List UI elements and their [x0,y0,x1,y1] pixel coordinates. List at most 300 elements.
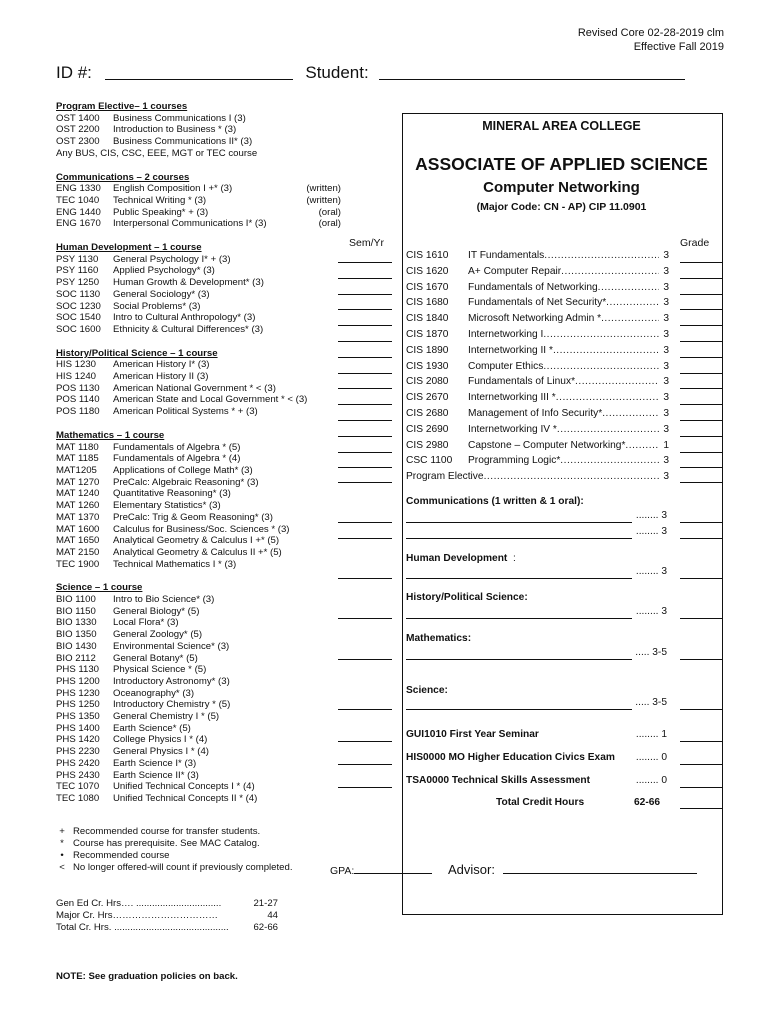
leader-dots [625,440,659,451]
course-row [56,500,341,512]
sem-yr-blank[interactable] [338,373,392,374]
gen-ed-credits: ........ 3 [635,526,667,537]
program-course-row [406,250,669,261]
elective-section [56,582,341,804]
course-code: POS 1180 [56,406,100,418]
course-row [56,218,341,230]
sem-yr-blank[interactable] [338,482,392,483]
grade-blank[interactable] [680,467,723,468]
course-name: Social Problems* (3) [113,300,201,312]
sem-yr-blank[interactable] [338,618,392,619]
program-course-row [406,376,669,387]
leader-dots [543,329,659,340]
grade-blank[interactable] [680,262,723,263]
course-row [56,136,341,148]
course-code: SOC 1230 [56,300,101,312]
program-header [402,119,721,213]
course-name: General Psychology I* + (3) [113,253,231,265]
course-row [56,641,341,653]
legend-symbol: < [59,862,65,873]
course-name: Oceanography* (3) [113,687,195,699]
program-course-row [406,361,669,372]
course-code: CSC 1100 [406,455,453,467]
course-name: English Composition I +* (3) [113,183,233,195]
elective-section [56,172,341,231]
course-code: BIO 2112 [56,652,96,664]
gpa-field[interactable] [354,873,432,874]
course-title: Internetworking II * [468,344,553,356]
human-development-colon: : [513,553,516,564]
grade-blank[interactable] [680,325,723,326]
program-course-row [406,329,669,340]
course-name: American History I* (3) [113,359,210,371]
course-name: General Chemistry I * (5) [113,711,220,723]
course-row [56,453,341,465]
sem-yr-blank[interactable] [338,294,392,295]
sem-yr-blank[interactable] [338,467,392,468]
leader-dots [556,392,659,403]
sem-yr-blank[interactable] [338,388,392,389]
leader-dots [560,455,659,466]
course-row [56,312,341,324]
course-row [56,442,341,454]
gen-ed-course-field[interactable] [406,709,632,710]
course-name: Ethnicity & Cultural Differences* (3) [113,323,264,335]
course-row [56,488,341,500]
course-name: Intro to Bio Science* (3) [113,594,215,606]
elective-section [56,242,341,336]
course-name: Interpersonal Communications I* (3) [113,218,267,230]
course-code: CIS 2680 [406,408,449,419]
course-code: MAT 1270 [56,476,100,488]
course-note: (written) [306,183,341,195]
course-code: CIS 1680 [406,297,449,309]
course-name: Intro to Cultural Anthropology* (3) [113,312,256,324]
course-code: PHS 1230 [56,687,100,699]
sem-yr-label: Sem/Yr [349,237,385,249]
revision-date: Revised Core 02-28-2019 clm [577,27,724,39]
section-title: History/Political Science – 1 course [56,347,218,359]
section-extra: Any BUS, CIS, CSC, EEE, MGT or TEC course [56,147,258,159]
course-code: CIS 1930 [406,360,449,372]
program-course-row [406,424,669,435]
grade-blank[interactable] [680,618,723,619]
course-name: Unified Technical Concepts I * (4) [113,781,255,793]
leader-dots [606,297,659,308]
course-row [56,594,341,606]
grade-blank[interactable] [680,373,723,374]
gpa-line [330,865,432,877]
course-code: CIS 1840 [406,313,449,325]
communications-title: Communications (1 written & 1 oral): [406,496,584,507]
course-code: TEC 1040 [56,194,100,206]
course-name: Earth Science* (5) [113,722,191,734]
section-title: Program Elective– 1 courses [56,101,188,112]
course-code: SOC 1540 [56,312,101,324]
course-code: CIS 2690 [406,423,449,435]
advisor-label: Advisor: [448,862,495,877]
sem-yr-blank[interactable] [338,659,392,660]
total-value: 62-66 [253,922,278,933]
course-code: TEC 1070 [56,781,100,793]
course-code: PHS 1130 [56,664,100,676]
course-title: Fundamentals of Linux* [468,376,576,388]
course-name: Calculus for Business/Soc. Sciences * (3) [113,523,290,535]
sem-yr-blank[interactable] [338,357,392,358]
grade-blank[interactable] [680,764,723,765]
gen-ed-course-field[interactable] [406,522,632,523]
degree-title: ASSOCIATE OF APPLIED SCIENCE [415,154,708,174]
grade-blank[interactable] [680,538,723,539]
legend-item [56,850,293,862]
gen-ed-credits: ........ 3 [635,606,667,617]
advisor-field[interactable] [503,873,697,874]
course-row [56,606,341,618]
course-row [56,371,341,383]
leader-dots [598,282,659,293]
grade-blank[interactable] [680,404,723,405]
program-course-row [406,392,669,403]
section-title: Human Development – 1 course [56,242,202,254]
course-name: Earth Science I* (3) [113,757,197,769]
course-name: Introductory Chemistry * (5) [113,699,231,711]
course-name: Human Growth & Development* (3) [113,277,264,289]
gen-ed-course-field[interactable] [406,578,632,579]
grade-blank[interactable] [680,578,723,579]
leader-dots [557,424,659,435]
course-code: BIO 1350 [56,629,97,641]
legend-text: Course has prerequisite. See MAC Catalog. [73,838,260,849]
course-row [56,524,341,536]
program-course-row [406,266,669,277]
course-code: OST 2200 [56,124,100,136]
course-title: Capstone – Computer Networking* [468,439,626,451]
grade-blank[interactable] [680,309,723,310]
course-credits: 3 [663,344,669,356]
course-row [56,781,341,793]
legend-item [56,826,293,838]
human-development-title: Human Development [406,553,508,564]
grade-blank[interactable] [680,294,723,295]
course-code: PHS 1200 [56,675,100,687]
course-code: POS 1130 [56,382,100,394]
gen-ed-course-field[interactable] [406,538,632,539]
course-code: MAT 1370 [56,511,100,523]
student-field[interactable] [379,63,685,80]
revision-header [578,26,724,54]
total-row [56,922,278,934]
course-row [56,406,341,418]
legend [56,826,293,874]
requirement-credits: ........ 0 [635,752,667,763]
legend-item [56,838,293,850]
course-name: Unified Technical Concepts II * (4) [113,792,258,804]
elective-section [56,430,341,570]
course-row [56,254,341,266]
program-course-row [406,282,669,293]
grade-blank[interactable] [680,741,723,742]
total-row [56,910,278,922]
course-code: TEC 1900 [56,558,100,570]
id-label: ID #: [56,63,92,82]
grade-blank[interactable] [680,278,723,279]
course-title: Programming Logic* [468,455,561,467]
id-student-line [56,63,685,83]
section-title: Communications – 2 courses [56,171,190,183]
sem-yr-blank[interactable] [338,578,392,579]
course-code: ENG 1330 [56,183,101,195]
grade-blank[interactable] [680,659,723,660]
grade-label: Grade [680,237,710,249]
leader-dots [575,376,659,387]
gen-ed-credits: ........ 3 [635,566,667,577]
course-name: Fundamentals of Algebra * (5) [113,441,241,453]
course-row [56,113,341,125]
gen-ed-course-field[interactable] [406,618,632,619]
course-name: General Physics I * (4) [113,746,209,758]
course-code: POS 1140 [56,394,100,406]
sem-yr-blank[interactable] [338,787,392,788]
course-note: (written) [306,194,341,206]
course-credits: 3 [663,408,669,419]
mathematics-title: Mathematics: [406,633,472,644]
course-row [56,465,341,477]
sem-yr-blank[interactable] [338,262,392,263]
course-code: MAT 1180 [56,441,99,453]
course-credits: 3 [663,297,669,309]
science-title: Science: [406,685,448,696]
program-course-row [406,345,669,356]
course-code: MAT 1650 [56,535,100,547]
course-credits: 3 [663,455,669,467]
total-row [56,898,278,910]
program-course-row [406,313,669,324]
elective-course-list [56,101,341,817]
course-code: PHS 1250 [56,699,100,711]
sem-yr-blank[interactable] [338,764,392,765]
sem-yr-blank[interactable] [338,538,392,539]
course-title: IT Fundamentals [468,250,545,261]
total-label: Major Cr. Hrs…………………………… [56,910,219,921]
course-row [56,559,341,571]
course-row [56,699,341,711]
course-credits: 3 [663,265,669,277]
student-label: Student: [305,63,369,82]
leader-dots [553,345,659,356]
sem-yr-blank[interactable] [338,452,392,453]
course-name: Physical Science * (5) [113,664,207,676]
course-name: Quantitative Reasoning* (3) [113,488,231,500]
course-code: ENG 1670 [56,218,101,230]
program-course-row [406,297,669,308]
leader-dots [601,313,659,324]
course-title: Fundamentals of Networking [468,281,598,293]
requirement-title: GUI1010 First Year Seminar [406,729,539,740]
sem-yr-blank[interactable] [338,325,392,326]
course-name: Earth Science II* (3) [113,769,199,781]
course-credits: 3 [663,250,669,261]
grade-blank[interactable] [680,357,723,358]
major-code: (Major Code: CN - AP) CIP 11.0901 [476,201,647,213]
course-row [56,477,341,489]
course-name: Analytical Geometry & Calculus II +* (5) [113,546,282,558]
total-grade-blank[interactable] [680,808,723,809]
course-name: General Sociology* (3) [113,288,210,300]
elective-section [56,348,341,418]
course-code: HIS 1230 [56,359,97,371]
course-name: Technical Writing * (3) [113,194,207,206]
requirement-credits: ........ 1 [635,729,667,740]
course-name: Applied Psychology* (3) [113,265,215,277]
grade-blank[interactable] [680,452,723,453]
course-credits: 3 [663,281,669,293]
credit-totals [56,898,278,934]
course-code: MAT 2150 [56,546,100,558]
course-row [56,723,341,735]
course-row [56,547,341,559]
course-code: SOC 1130 [56,288,101,300]
course-name: PreCalc: Trig & Geom Reasoning* (3) [113,511,273,523]
sem-yr-blank[interactable] [338,436,392,437]
course-name: Analytical Geometry & Calculus I +* (5) [113,535,280,547]
elective-section [56,101,341,160]
grade-blank[interactable] [680,420,723,421]
sem-yr-blank[interactable] [338,522,392,523]
course-code: CIS 2980 [406,439,449,451]
course-code: CIS 1890 [406,344,449,356]
course-code: PHS 1350 [56,711,100,723]
course-name: Applications of College Math* (3) [113,464,253,476]
legend-symbol: • [60,850,64,861]
course-row [56,734,341,746]
program-elective-credits: 3 [663,471,669,482]
id-field[interactable] [105,63,293,80]
course-name: Local Flora* (3) [113,617,179,629]
gpa-label: GPA: [330,865,355,877]
total-value: 44 [267,910,278,921]
course-name: Environmental Science* (3) [113,640,230,652]
course-row [56,301,341,313]
course-name: American National Government * < (3) [113,382,276,394]
course-credits: 3 [663,376,669,388]
course-row [56,183,341,195]
course-title: Management of Info Security* [468,408,603,419]
course-credits: 3 [663,329,669,340]
grade-blank[interactable] [680,388,723,389]
course-name: American History II (3) [113,371,209,383]
grade-blank[interactable] [680,436,723,437]
program-course-row [406,455,669,466]
course-row [56,535,341,547]
course-row [56,383,341,395]
course-code: SOC 1600 [56,323,101,335]
course-row [56,394,341,406]
course-row [56,770,341,782]
program-box [402,113,723,915]
total-credit-value: 62-66 [634,797,661,808]
grade-blank[interactable] [680,482,723,483]
course-title: Internetworking IV * [468,423,557,435]
gen-ed-credits: ..... 3-5 [635,647,667,658]
course-name: Business Communications I (3) [113,112,246,124]
legend-text: No longer offered-will count if previously completed. [73,862,293,873]
course-name: Introduction to Business * (3) [113,124,237,136]
course-note: (oral) [318,206,341,218]
course-credits: 3 [663,313,669,325]
course-credits: 1 [663,439,669,451]
course-name: PreCalc: Algebraic Reasoning* (3) [113,476,259,488]
legend-text: Recommended course [73,850,170,861]
course-name: Public Speaking* + (3) [113,206,209,218]
course-code: MAT1205 [56,464,97,476]
course-title: Fundamentals of Net Security* [468,297,607,309]
course-code: PHS 1420 [56,734,100,746]
grade-blank[interactable] [680,709,723,710]
course-row [56,758,341,770]
program-name: Computer Networking [483,179,640,196]
total-value: 21-27 [253,898,278,909]
effective-term: Effective Fall 2019 [633,41,724,53]
course-row [56,359,341,371]
course-code: OST 1400 [56,112,100,124]
course-row [56,688,341,700]
program-course-row [406,440,669,451]
course-name: Fundamentals of Algebra * (4) [113,453,241,465]
course-row [56,711,341,723]
program-elective-row [406,471,669,482]
course-title: Internetworking III * [468,392,556,404]
requirement-title: TSA0000 Technical Skills Assessment [406,775,591,786]
course-row [56,676,341,688]
course-code: CIS 1870 [406,329,449,340]
requirement-credits: ........ 0 [635,775,667,786]
course-code: PHS 2430 [56,769,100,781]
college-name: MINERAL AREA COLLEGE [482,119,641,133]
leader-dots [544,250,659,261]
course-code: MAT 1260 [56,500,100,512]
history-political-title: History/Political Science: [406,592,528,603]
sem-yr-blank[interactable] [338,741,392,742]
sem-yr-blank[interactable] [338,420,392,421]
course-name: Introductory Astronomy* (3) [113,675,230,687]
course-code: BIO 1150 [56,605,96,617]
sem-yr-blank[interactable] [338,309,392,310]
leader-dots [543,361,659,372]
sem-yr-blank[interactable] [338,404,392,405]
leader-dots [561,266,659,277]
gen-ed-course-field[interactable] [406,659,632,660]
course-code: ENG 1440 [56,206,101,218]
sem-yr-blank[interactable] [338,278,392,279]
course-credits: 3 [663,423,669,435]
course-title: Microsoft Networking Admin * [468,313,602,325]
legend-text: Recommended course for transfer students. [73,826,261,837]
graduation-note: NOTE: See graduation policies on back. [56,971,238,982]
course-row [56,124,341,136]
grade-blank[interactable] [680,787,723,788]
program-elective-title: Program Elective [406,471,484,482]
grade-blank[interactable] [680,522,723,523]
course-row [56,277,341,289]
grade-blank[interactable] [680,341,723,342]
course-code: TEC 1080 [56,792,100,804]
course-code: MAT 1600 [56,523,100,535]
course-code: CIS 2670 [406,392,449,404]
sem-yr-blank[interactable] [338,709,392,710]
course-code: CIS 1610 [406,250,449,261]
sem-yr-blank[interactable] [338,341,392,342]
course-credits: 3 [663,360,669,372]
